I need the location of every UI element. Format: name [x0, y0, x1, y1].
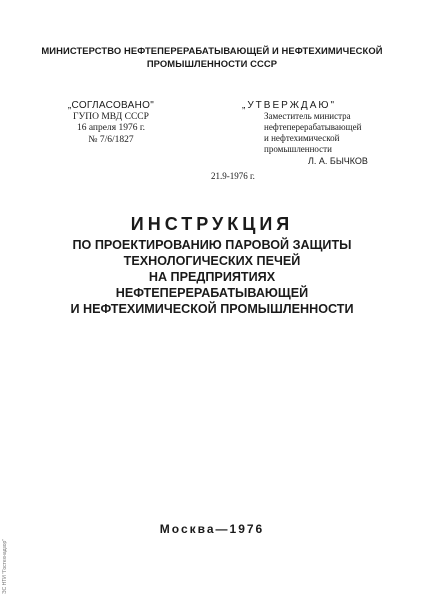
agreed-heading: „СОГЛАСОВАНО": [67, 100, 155, 111]
approval-line-2: нефтеперерабатывающей: [264, 122, 362, 132]
approval-block: [234, 100, 384, 167]
agreed-date: 16 апреля 1976 г.: [76, 123, 146, 133]
ministry-line-2: ПРОМЫШЛЕННОСТИ СССР: [146, 58, 278, 69]
approval-signer: Л. А. БЫЧКОВ: [308, 156, 368, 166]
approval-line-4: промышленности: [264, 144, 332, 154]
approval-line-1: Заместитель министра: [264, 111, 351, 121]
approval-date: 21.9-1976 г.: [211, 171, 255, 181]
title-subtitle: [20, 237, 404, 317]
document-title: [20, 213, 404, 317]
ministry-header: [40, 44, 384, 70]
subtitle-line-2: ТЕХНОЛОГИЧЕСКИХ ПЕЧЕЙ: [123, 254, 301, 268]
approval-heading: „УТВЕРЖДАЮ": [242, 100, 337, 111]
ministry-line-1: МИНИСТЕРСТВО НЕФТЕПЕРЕРАБАТЫВАЮЩЕЙ И НЕФТЕХИМИЧЕСКОЙ: [41, 45, 383, 56]
agreed-block: [56, 100, 166, 146]
approval-line-3: и нефтехимической: [264, 133, 340, 143]
subtitle-line-3: НА ПРЕДПРИЯТИЯХ: [148, 270, 276, 284]
subtitle-line-5: И НЕФТЕХИМИЧЕСКОЙ ПРОМЫШЛЕННОСТИ: [70, 302, 354, 316]
subtitle-line-1: ПО ПРОЕКТИРОВАНИЮ ПАРОВОЙ ЗАЩИТЫ: [72, 238, 352, 252]
subtitle-line-4: НЕФТЕПЕРЕРАБАТЫВАЮЩЕЙ: [115, 286, 309, 300]
agreed-number: № 7/6/1827: [88, 134, 134, 145]
imprint-city-year: Москва—1976: [159, 522, 265, 536]
agreed-organization: ГУПО МВД СССР: [73, 111, 149, 122]
title-main: ИНСТРУКЦИЯ: [130, 214, 294, 234]
side-watermark: ЭС НТИ "Гостехнадзор": [2, 538, 8, 594]
